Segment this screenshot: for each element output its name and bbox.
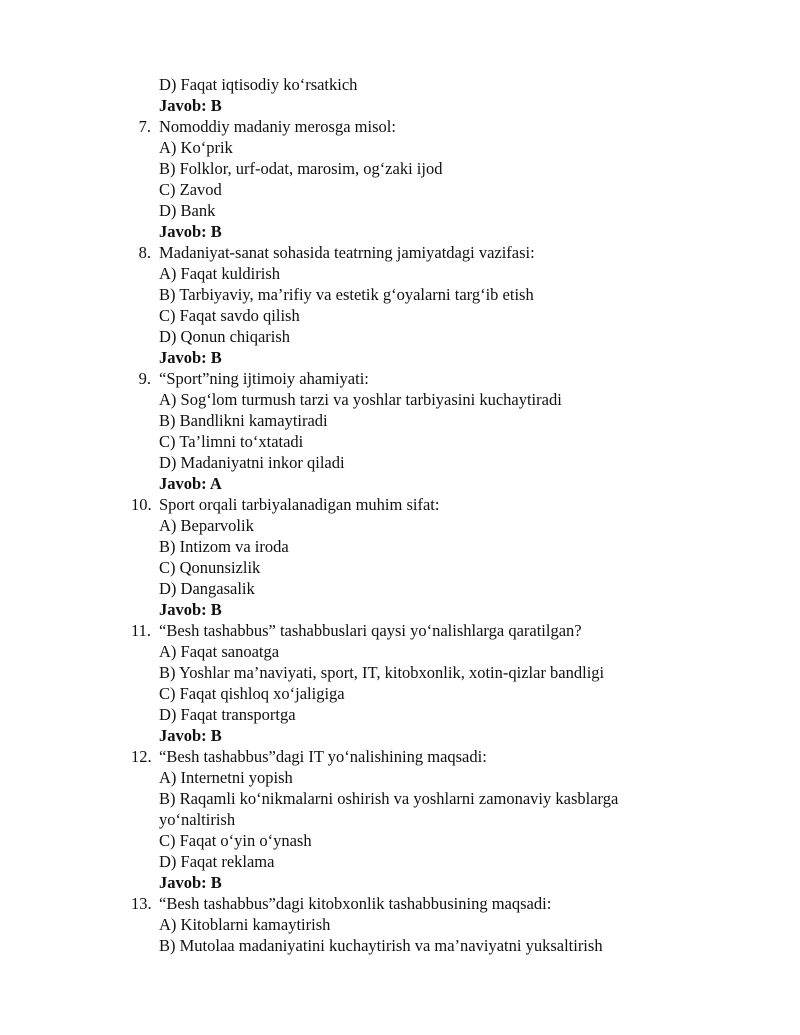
option: A) Kitoblarni kamaytirish xyxy=(159,915,331,934)
option: C) Faqat qishloq xo‘jaligiga xyxy=(159,684,345,703)
question-number: 8. xyxy=(138,243,151,262)
question-number: 10. xyxy=(131,495,152,514)
option: B) Intizom va iroda xyxy=(159,537,289,556)
option: C) Faqat o‘yin o‘ynash xyxy=(159,831,312,850)
question-list xyxy=(0,116,800,956)
answer: Javob: B xyxy=(159,96,222,115)
answer: Javob: A xyxy=(159,474,222,493)
question-line xyxy=(0,242,800,263)
option: A) Beparvolik xyxy=(159,516,254,535)
question-number: 12. xyxy=(131,747,152,766)
option: A) Faqat sanoatga xyxy=(159,642,280,661)
option: D) Faqat iqtisodiy ko‘rsatkich xyxy=(159,75,358,94)
question-number: 7. xyxy=(138,117,151,136)
answer: Javob: B xyxy=(159,348,222,367)
option: B) Mutolaa madaniyatini kuchaytirish va ma’naviyatni yuksaltirish xyxy=(159,936,603,955)
option: B) Tarbiyaviy, ma’rifiy va estetik g‘oyalarni targ‘ib etish xyxy=(159,285,534,304)
question-block xyxy=(0,893,800,956)
option: D) Faqat transportga xyxy=(159,705,296,724)
question-number: 9. xyxy=(138,369,151,388)
question-block xyxy=(0,368,800,494)
question-block xyxy=(0,746,800,893)
option: C) Ta’limni to‘xtatadi xyxy=(159,432,304,451)
question-line xyxy=(0,893,800,914)
option: B) Bandlikni kamaytiradi xyxy=(159,411,328,430)
question-text: Sport orqali tarbiyalanadigan muhim sifat: xyxy=(159,495,440,514)
question-line xyxy=(0,746,800,767)
answer: Javob: B xyxy=(159,726,222,745)
answer: Javob: B xyxy=(159,873,222,892)
question-block xyxy=(0,494,800,620)
option: C) Faqat savdo qilish xyxy=(159,306,300,325)
option: B) Yoshlar ma’naviyati, sport, IT, kitobxonlik, xotin-qizlar bandligi xyxy=(159,663,605,682)
option: D) Qonun chiqarish xyxy=(159,327,291,346)
question-block xyxy=(0,116,800,242)
question-block xyxy=(0,620,800,746)
answer: Javob: B xyxy=(159,222,222,241)
question-line xyxy=(0,494,800,515)
question-line xyxy=(0,116,800,137)
option: A) Internetni yopish xyxy=(159,768,293,787)
option: D) Madaniyatni inkor qiladi xyxy=(159,453,345,472)
question-text: “Besh tashabbus” tashabbuslari qaysi yo‘nalishlarga qaratilgan? xyxy=(159,621,582,640)
question-text: Nomoddiy madaniy merosga misol: xyxy=(159,117,396,136)
option: A) Sog‘lom turmush tarzi va yoshlar tarbiyasini kuchaytiradi xyxy=(159,390,562,409)
option: D) Dangasalik xyxy=(159,579,255,598)
option: C) Zavod xyxy=(159,180,222,199)
question-fragment xyxy=(0,74,800,116)
question-text: “Sport”ning ijtimoiy ahamiyati: xyxy=(159,369,369,388)
option: D) Faqat reklama xyxy=(159,852,275,871)
document-page xyxy=(0,74,800,956)
option: yo‘naltirish xyxy=(159,810,236,829)
option: D) Bank xyxy=(159,201,216,220)
question-text: “Besh tashabbus”dagi IT yo‘nalishining maqsadi: xyxy=(159,747,487,766)
option: A) Ko‘prik xyxy=(159,138,233,157)
option: C) Qonunsizlik xyxy=(159,558,261,577)
option: B) Folklor, urf-odat, marosim, og‘zaki ijod xyxy=(159,159,443,178)
answer: Javob: B xyxy=(159,600,222,619)
question-text: “Besh tashabbus”dagi kitobxonlik tashabbusining maqsadi: xyxy=(159,894,552,913)
question-line xyxy=(0,620,800,641)
question-block xyxy=(0,242,800,368)
question-number: 13. xyxy=(131,894,152,913)
option: A) Faqat kuldirish xyxy=(159,264,280,283)
question-line xyxy=(0,368,800,389)
option: B) Raqamli ko‘nikmalarni oshirish va yoshlarni zamonaviy kasblarga xyxy=(159,789,619,808)
question-number: 11. xyxy=(131,621,152,640)
question-text: Madaniyat-sanat sohasida teatrning jamiyatdagi vazifasi: xyxy=(159,243,535,262)
